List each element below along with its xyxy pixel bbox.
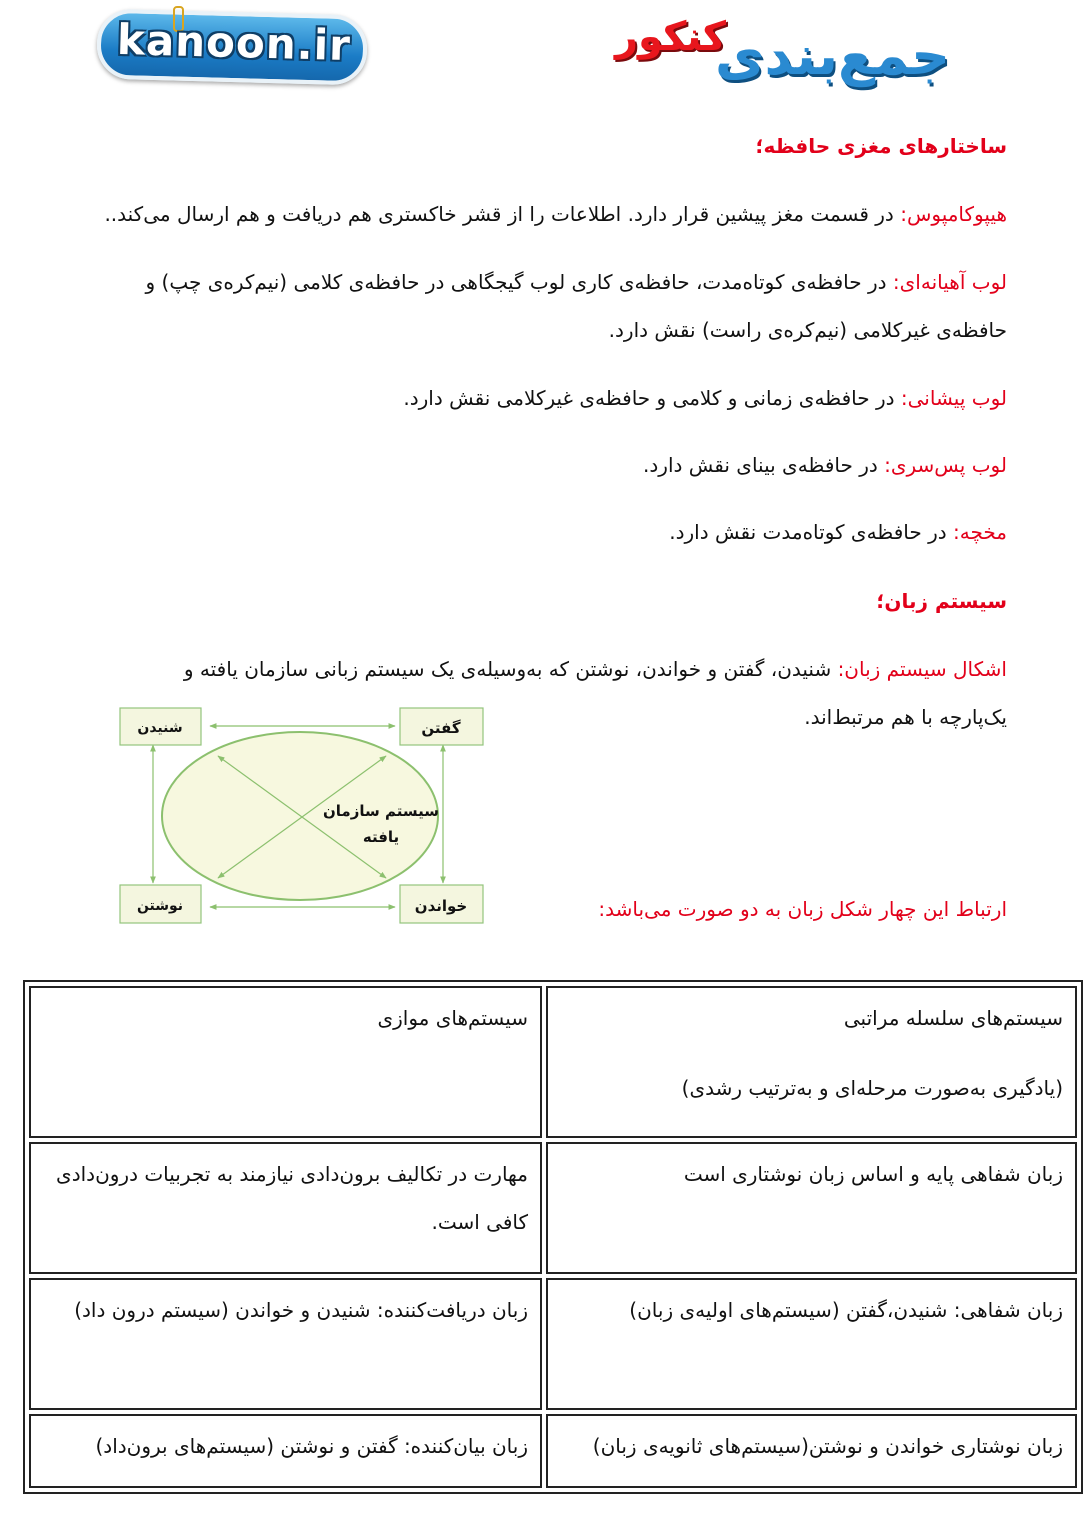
definition: در حافظه‌ی کوتاه‌مدت نقش دارد. — [669, 520, 953, 544]
comparison-table — [23, 980, 1083, 1494]
kanoon-logo — [95, 8, 363, 78]
label-reading: خواندن — [414, 897, 468, 915]
paragraph-hippocampus — [17, 190, 1007, 238]
section-title-language-system: سیستم زبان؛ — [876, 589, 1007, 613]
definition: شنیدن، گفتن و خواندن، نوشتن که به‌وسیله‌ی یک سیستم زبانی سازمان یافته و یک‌پارچه با هم مرتبط‌اند. — [183, 657, 1007, 729]
paragraph-parietal-lobe — [127, 258, 1007, 354]
cell-text: زبان بیان‌کننده: گفتن و نوشتن (سیستم‌های برون‌داد) — [95, 1434, 528, 1458]
term: مخچه: — [953, 520, 1007, 544]
term: لوب پس‌سری: — [884, 453, 1007, 477]
center-label-line1: سیستم سازمان — [323, 802, 439, 820]
definition: در قسمت مغز پیشین قرار دارد. اطلاعات را از قشر خاکستری هم دریافت و هم ارسال می‌کند.. — [104, 202, 901, 226]
kanoon-logo-text: kanoon.ir — [116, 14, 352, 71]
center-label-line2: یافته — [362, 828, 400, 846]
label-writing: نوشتن — [136, 898, 184, 914]
relation-note: ارتباط این چهار شکل زبان به دو صورت می‌باشد: — [598, 897, 1007, 921]
term: لوب آهیانه‌ای: — [892, 270, 1007, 294]
cell-text: سیستم‌های موازی — [377, 1006, 528, 1030]
language-system-diagram — [105, 700, 490, 932]
table-cell — [29, 1278, 542, 1410]
logo-accent-text: کنکور — [615, 14, 726, 60]
jambandi-konkur-logo — [610, 6, 955, 92]
cell-subtext: (یادگیری به‌صورت مرحله‌ای و به‌ترتیب رشدی) — [681, 1076, 1063, 1100]
logo-main-text: جمع‌بندی — [714, 24, 950, 87]
cell-text: مهارت در تکالیف برون‌دادی نیازمند به تجربیات درون‌دادی کافی است. — [56, 1162, 528, 1234]
term: هیپوکامپوس: — [900, 202, 1007, 226]
cell-text: زبان دریافت‌کننده: شنیدن و خواندن (سیستم درون داد) — [74, 1298, 528, 1322]
table-cell-parallel — [29, 986, 542, 1138]
term: اشکال سیستم زبان: — [837, 657, 1007, 681]
paragraph-frontal-lobe — [403, 374, 1007, 422]
table-cell — [546, 1142, 1077, 1274]
cell-text: زبان شفاهی: شنیدن،گفتن (سیستم‌های اولیه‌ی زبان) — [629, 1298, 1063, 1322]
definition: در حافظه‌ی بینای نقش دارد. — [643, 453, 885, 477]
cell-text: زبان شفاهی پایه و اساس زبان نوشتاری است — [683, 1162, 1063, 1186]
label-listening: شنیدن — [137, 720, 183, 736]
definition: در حافظه‌ی کوتاه‌مدت، حافظه‌ی کاری لوب گیجگاهی در حافظه‌ی کلامی (نیم‌کره‌ی چپ) و حافظه‌ی غیرکلامی (نیم‌کره‌ی راست) نقش دارد. — [145, 270, 1007, 342]
section-title-memory-structures: ساختارهای مغزی حافظه؛ — [755, 134, 1007, 158]
label-speaking: گفتن — [421, 719, 461, 737]
definition: در حافظه‌ی زمانی و کلامی و حافظه‌ی غیرکلامی نقش دارد. — [403, 386, 901, 410]
table-cell — [546, 1278, 1077, 1410]
cell-text: زبان نوشتاری خواندن و نوشتن(سیستم‌های ثانویه‌ی زبان) — [592, 1434, 1063, 1458]
table-cell — [29, 1414, 542, 1488]
paragraph-cerebellum — [669, 508, 1007, 556]
table-cell — [546, 1414, 1077, 1488]
table-cell-hierarchical — [546, 986, 1077, 1138]
term: لوب پیشانی: — [900, 386, 1007, 410]
paragraph-occipital-lobe — [643, 441, 1007, 489]
cell-text: سیستم‌های سلسله مراتبی — [843, 1006, 1063, 1030]
table-cell — [29, 1142, 542, 1274]
